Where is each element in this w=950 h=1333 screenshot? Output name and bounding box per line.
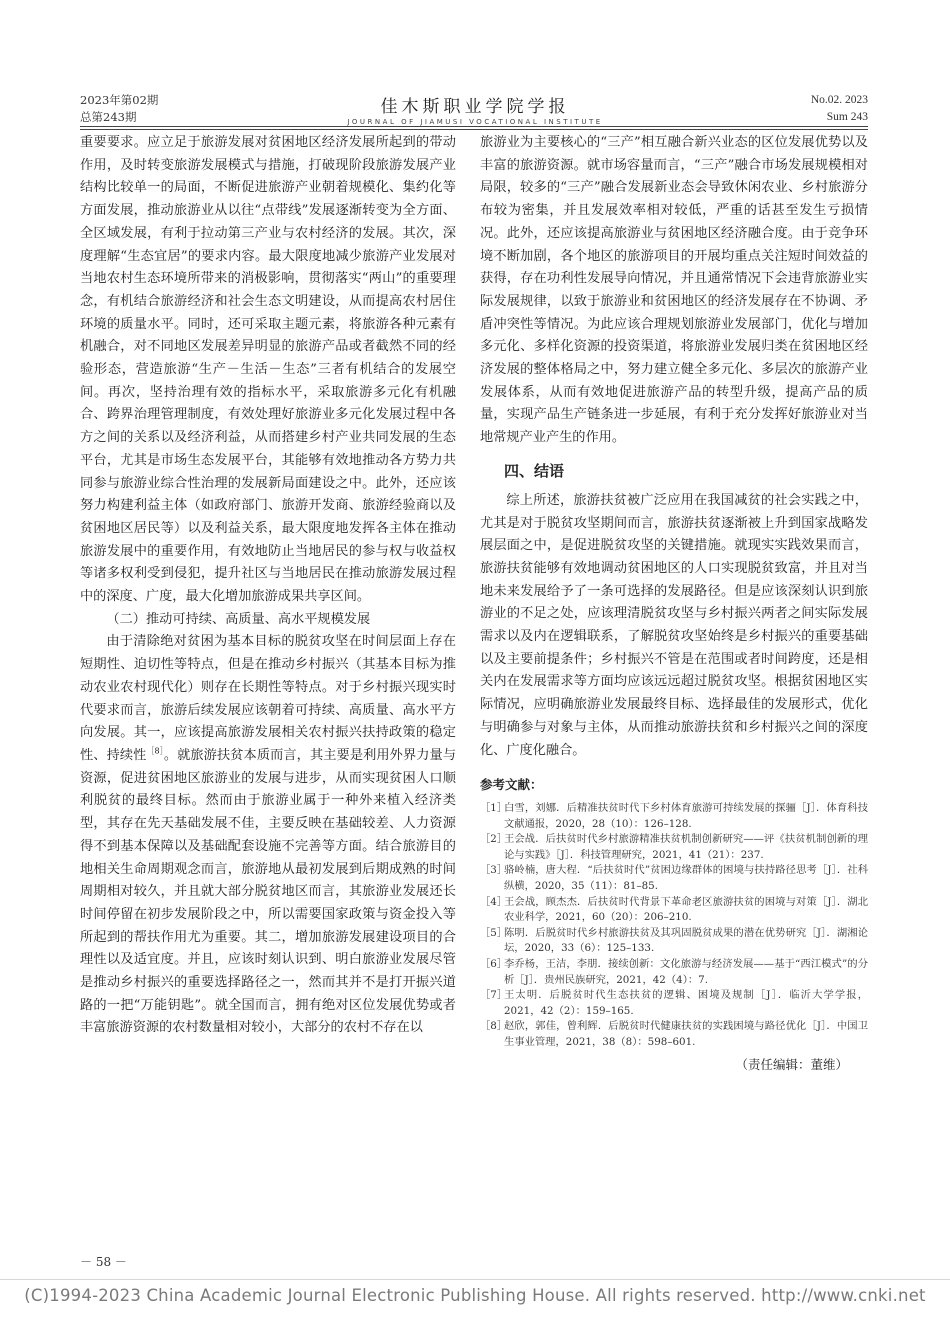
- responsible-editor: （责任编辑：董维）: [735, 1057, 848, 1073]
- journal-title-en: JOURNAL OF JIAMUSI VOCATIONAL INSTITUTE: [347, 118, 603, 126]
- reference-text: 王会战．后扶贫时代乡村旅游精准扶贫机制创新研究——评《扶贫机制创新的理论与实践》［J］．科技管理研究，2021，41（21）：237.: [504, 833, 868, 861]
- journal-title: 佳木斯职业学院学报: [380, 97, 570, 117]
- reference-item: [480, 801, 868, 832]
- body-paragraph: [80, 631, 456, 1040]
- references-heading: 参考文献：: [480, 777, 543, 793]
- header-issue-sum: Sum 243: [826, 111, 868, 123]
- reference-text: 赵欣，郭佳，曾利辉．后脱贫时代健康扶贫的实践困境与路径优化［J］．中国卫生事业管理，2021，38（8）：598–601.: [504, 1020, 868, 1048]
- header-rule-bottom: [80, 129, 868, 130]
- body-paragraph: 综上所述，旅游扶贫被广泛应用在我国减贫的社会实践之中，尤其是对于脱贫攻坚期间而言，旅游扶贫逐渐被上升到国家战略发展层面之中，是促进脱贫攻坚的关键措施。就现实实践效果而言，旅游扶贫能够有效地调动贫困地区的人口实现脱贫致富，并且对当地未来发展给予了一条可选择的发展路径。但是应该深刻认识到旅游业的不足之处，应该理清脱贫攻坚与乡村振兴两者之间实际发展需求以及内在逻辑联系，了解脱贫攻坚始终是乡村振兴的重要基础以及主要前提条件；乡村振兴不管是在范围或者时间跨度，还是相关内在发展需求等方面均应该远远超过脱贫攻坚。根据贫困地区实际情况，应明确旅游业发展最终目标、选择最佳的发展形式，优化与明确参与对象与主体，从而推动旅游扶贫和乡村振兴之间的深度化、广度化融合。: [480, 492, 868, 758]
- reference-item: [480, 1019, 868, 1050]
- reference-text: 王太明．后脱贫时代生态扶贫的逻辑、困境及规制［J］．临沂大学学报，2021，42（2）：159–165.: [504, 989, 868, 1017]
- reference-number: ［3］: [480, 864, 508, 877]
- reference-item: [480, 832, 868, 863]
- reference-list: [480, 801, 868, 1051]
- header-journal: [0, 92, 950, 126]
- reference-number: ［2］: [480, 833, 508, 846]
- reference-text: 白雪，刘娜．后精准扶贫时代下乡村体育旅游可持续发展的探骊［J］．体育科技文献通报，2020，28（10）：126–128.: [504, 801, 868, 830]
- reference-item: [480, 895, 868, 926]
- reference-item: [480, 988, 868, 1019]
- body-paragraph: 重要要求。应立足于旅游发展对贫困地区经济发展所起到的带动作用，及时转变旅游发展模式与措施，打破现阶段旅游发展产业结构比较单一的局面，不断促进旅游产业朝着规模化、集约化等方面发展，推动旅游业从以往“点带线”发展逐渐转变为全方面、全区域发展，有利于拉动第三产业与农村经济的发展。其次，深度理解“生态宜居”的要求内容。最大限度地减少旅游产业发展对当地农村生态环境所带来的消极影响，贯彻落实“两山”的重要理念，有机结合旅游经济和社会生态文明建设，从而提高农村居住环境的质量水平。同时，还可采取主题元素，将旅游各种元素有机融合，对不同地区发展差异明显的旅游产品或者截然不同的经验形态，营造旅游“生产－生活－生态”三者有机结合的发展空间。再次，坚持治理有效的指标水平，采取旅游多元化有机融合、跨界治理管理制度，有效处理好旅游业多元化发展过程中各方之间的关系以及经济利益，从而搭建乡村产业共同发展的生态平台，尤其是市场生态发展平台，其能够有效地推动各方势力共同参与旅游业综合性治理的发展新局面建设之中。此外，还应该努力构建利益主体（如政府部门、旅游开发商、旅游经验商以及贫困地区居民等）以及利益关系，最大限度地发挥各主体在推动旅游发展中的重要作用，有效地防止当地居民的参与权与收益权等诸多权利受到侵犯，提升社区与当地居民在推动旅游发展过程中的深度、广度，最大化增加旅游成果共享区间。: [80, 135, 456, 605]
- subsection-heading: （二）推动可持续、高质量、高水平规模发展: [106, 611, 371, 627]
- reference-text: 骆岭楠，唐大程．“后扶贫时代”贫困边缘群体的困境与扶持路径思考［J］．社科纵横，2020，35（11）：81–85.: [504, 864, 868, 892]
- reference-number: ［4］: [480, 895, 508, 908]
- left-column: [80, 132, 456, 1040]
- reference-text: 王会战，顾杰杰．后扶贫时代背景下革命老区旅游扶贫的困境与对策［J］．湖北农业科学，2021，60（20）：206–210.: [504, 895, 868, 924]
- reference-text: 陈明．后脱贫时代乡村旅游扶贫及其巩固脱贫成果的潜在优势研究［J］．湖湘论坛，2020，33（6）：125–133.: [504, 926, 868, 955]
- reference-number: ［5］: [480, 926, 508, 939]
- reference-item: [480, 957, 868, 988]
- paragraph-text: 由于清除绝对贫困为基本目标的脱贫攻坚在时间层面上存在短期性、迫切性等特点，但是在推动乡村振兴（其基本目标为推动农业农村现代化）则存在长期性等特点。对于乡村振兴现实时代要求而言，旅游后续发展应该朝着可持续、高质量、高水平方向发展。其一，应该提高旅游发展相关农村振兴扶持政策的稳定性、持续性: [80, 634, 456, 763]
- reference-number: ［1］: [480, 801, 508, 814]
- section-heading: 四、结语: [504, 461, 565, 480]
- reference-number: ［7］: [480, 989, 508, 1002]
- header-issue-total: 总第243期: [80, 110, 137, 124]
- header-issue-no: No.02. 2023: [810, 94, 868, 106]
- body-paragraph: 旅游业为主要核心的“三产”相互融合新兴业态的区位发展优势以及丰富的旅游资源。就市场容量而言，“三产”融合市场发展规模相对局限，较多的“三产”融合发展新业态会导致休闲农业、乡村旅游分布较为密集，并且发展效率相对较低，严重的话甚至发生亏损情况。此外，还应该提高旅游业与贫困地区经济融合度。由于竞争环境不断加剧，各个地区的旅游项目的开展均重点关注短时间效益的获得，存在功利性发展导向情况，并且通常情况下会违背旅游业实际发展规律，以致于旅游业和贫困地区的经济发展存在不协调、矛盾冲突性等情况。为此应该合理规划旅游业发展部门，优化与增加多元化、多样化资源的投资渠道，将旅游业发展归类在贫困地区经济发展的整体格局之中，努力建立健全多元化、多层次的旅游产业发展体系，从而有效地促进旅游产品的转型升级，提高产品的质量，实现产品生产链条进一步延展，有利于充分发挥好旅游业对当地常规产业产生的作用。: [480, 135, 868, 446]
- paragraph-text: 。就旅游扶贫本质而言，其主要是利用外界力量与资源，促进贫困地区旅游业的发展与进步，从而实现贫困人口顺利脱贫的最终目标。然而由于旅游业属于一种外来植入经济类型，其存在先天基础发展不佳，主要反映在基础较差、人力资源得不到基本保障以及基础配套设施不完善等方面。结合旅游目的地相关生命周期观念而言，旅游地从最初发展到后期成熟的时间周期相对较久，并且就大部分脱贫地区而言，其旅游业发展还长时间停留在初步发展阶段之中，所以需要国家政策与资金投入等所起到的帮扶作用尤为重要。其二，增加旅游发展建设项目的合理性以及适宜度。并且，应该时刻认识到、明白旅游业发展尽管是推动乡村振兴的重要选择路径之一，然而其并不是打开振兴道路的一把“万能钥匙”。就全国而言，拥有绝对区位发展优势或者丰富旅游资源的农村数量相对较小，大部分的农村不存在以: [80, 747, 457, 1036]
- header-issue-year: 2023年第02期: [80, 93, 159, 107]
- reference-item: [480, 863, 868, 894]
- right-column: [480, 132, 868, 1077]
- page-number: － 58 －: [80, 1255, 127, 1269]
- citation-superscript: ［8］: [146, 746, 164, 756]
- header-issue-info-en: [811, 92, 868, 126]
- reference-number: ［6］: [480, 957, 508, 970]
- footer-divider: [0, 1279, 950, 1280]
- reference-item: [480, 926, 868, 957]
- copyright-notice: (C)1994-2023 China Academic Journal Electronic Publishing House. All rights reserved. http://www.cnki.net: [24, 1286, 926, 1305]
- reference-text: 李乔杨，王洁，李朋．接续创新：文化旅游与经济发展——基于“西江模式”的分析［J］．贵州民族研究，2021，42（4）：7.: [504, 957, 868, 986]
- reference-number: ［8］: [480, 1020, 508, 1033]
- header-rule-top: [80, 126, 868, 127]
